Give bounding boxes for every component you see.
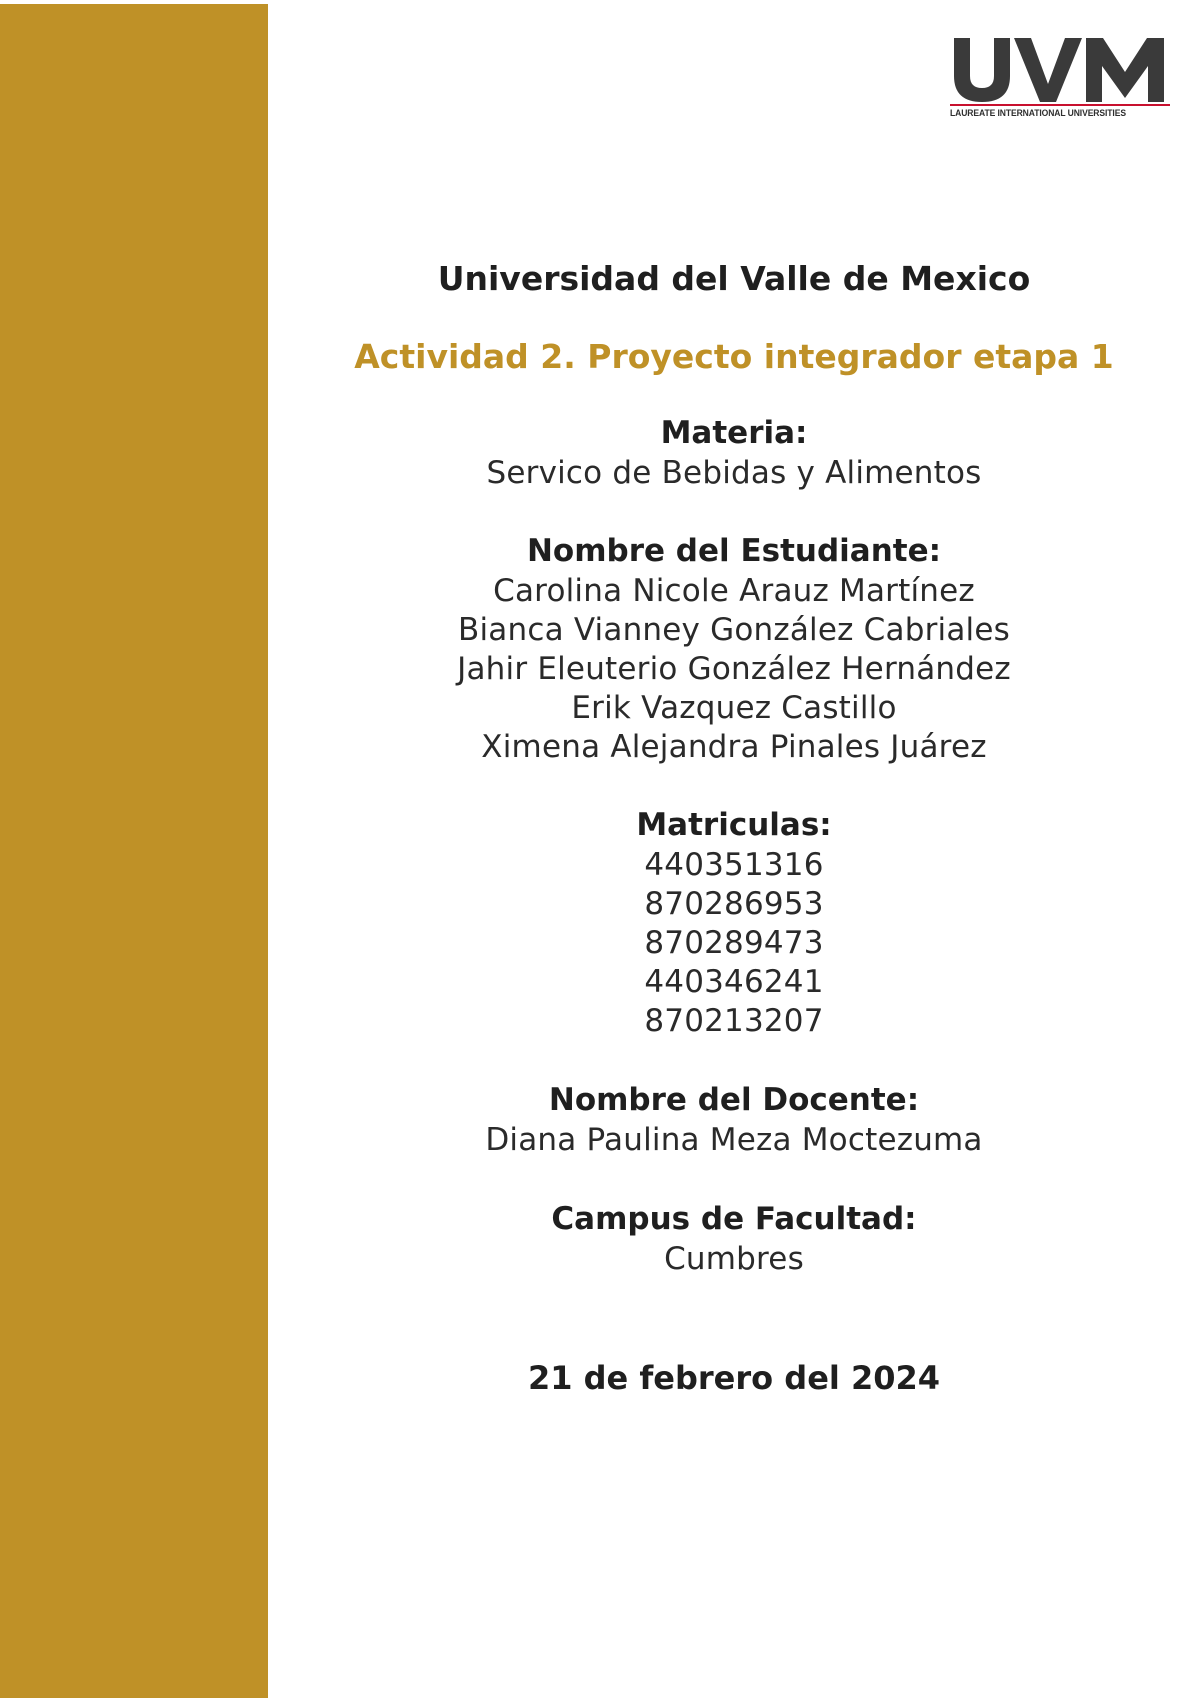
- matricula-value: 870289473: [644, 925, 824, 961]
- matricula-value: 870286953: [644, 886, 824, 922]
- matricula-value: 440351316: [644, 847, 824, 883]
- materia-value: Servico de Bebidas y Alimentos: [486, 455, 982, 491]
- docente-label: Nombre del Docente:: [548, 1082, 920, 1118]
- materia-label: Materia:: [660, 415, 808, 451]
- uvm-wordmark-icon: [950, 34, 1170, 106]
- logo-tagline: LAUREATE INTERNATIONAL UNIVERSITIES: [950, 108, 1126, 119]
- activity-title: Actividad 2. Proyecto integrador etapa 1: [354, 337, 1114, 376]
- document-date: 21 de febrero del 2024: [527, 1359, 941, 1397]
- student-name: Ximena Alejandra Pinales Juárez: [481, 729, 987, 765]
- student-name: Carolina Nicole Arauz Martínez: [493, 573, 975, 609]
- matricula-value: 870213207: [644, 1003, 824, 1039]
- students-label: Nombre del Estudiante:: [526, 533, 942, 569]
- campus-value: Cumbres: [664, 1241, 804, 1277]
- student-name: Erik Vazquez Castillo: [571, 690, 897, 726]
- matriculas-label: Matriculas:: [636, 807, 832, 843]
- matricula-value: 440346241: [644, 964, 824, 1000]
- student-name: Jahir Eleuterio González Hernández: [457, 651, 1011, 687]
- gold-side-band: [0, 4, 268, 1698]
- campus-label: Campus de Facultad:: [551, 1201, 917, 1237]
- docente-value: Diana Paulina Meza Moctezuma: [485, 1122, 983, 1158]
- uvm-logo: [950, 34, 1170, 124]
- student-name: Bianca Vianney González Cabriales: [458, 612, 1010, 648]
- university-title: Universidad del Valle de Mexico: [437, 259, 1031, 298]
